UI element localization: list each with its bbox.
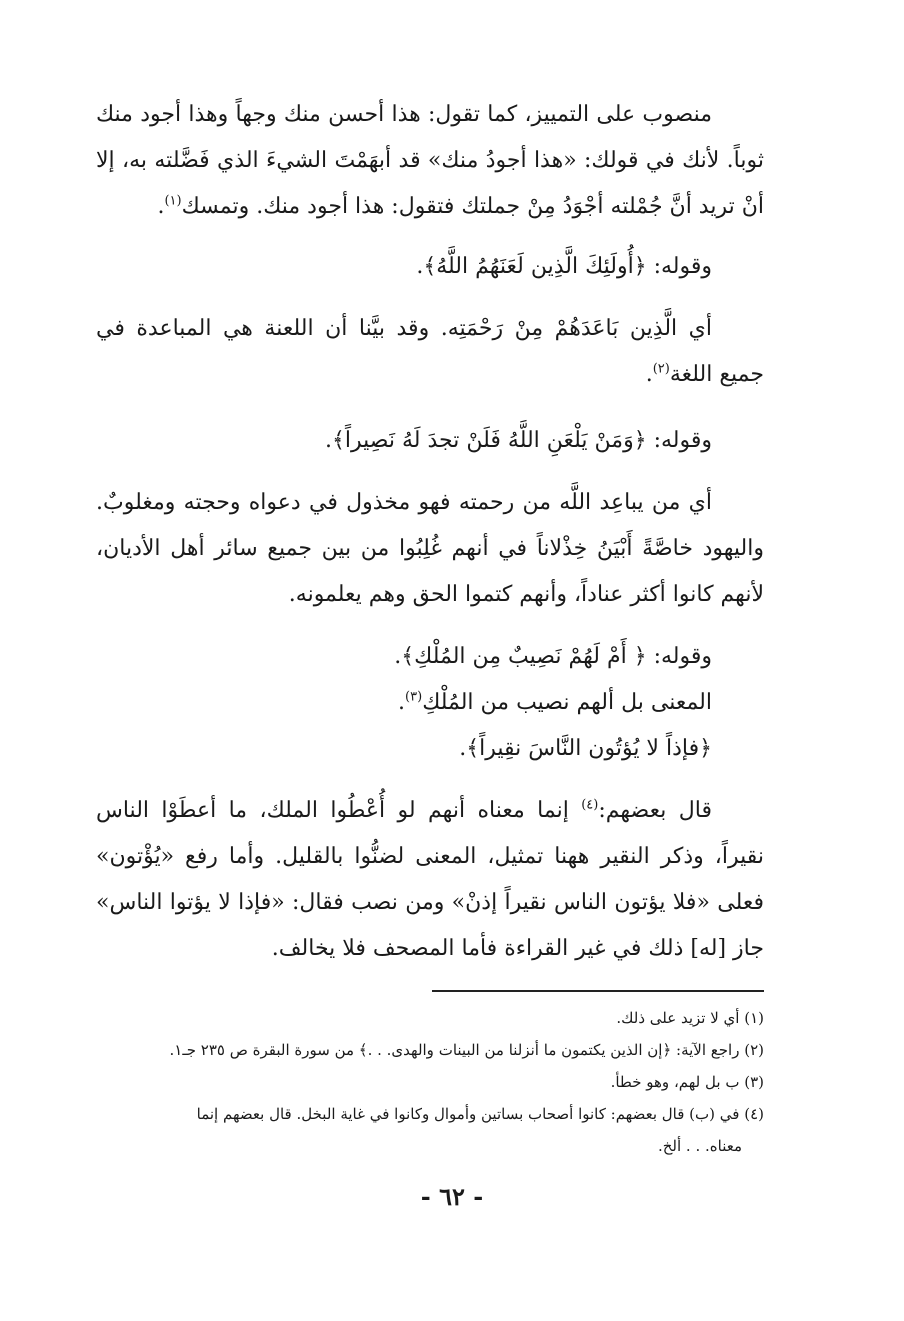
paragraph-2-end: . — [645, 362, 653, 387]
meaning-line-text: المعنى بل ألهم نصيب من المُلْكِ — [422, 690, 712, 715]
footnote-divider — [432, 990, 764, 992]
footnote-4: (٤) في (ب) قال بعضهم: كانوا أصحاب بساتين وأموال وكانوا في غاية البخل. قال بعضهم إنما — [196, 1105, 764, 1123]
footnote-2: (٢) راجع الآية: ﴿إن الذين يكتمون ما أنزلنا من البينات والهدى. . .﴾ من سورة البقرة ص ٢٣٥ جـ١. — [169, 1041, 764, 1059]
quote-line-3: وقوله: ﴿ أَمْ لَهُمْ نَصِيبٌ مِن المُلْكِ﴾. — [394, 644, 712, 669]
paragraph-2-text: أي الَّذِين بَاعَدَهُمْ مِنْ رَحْمَتِه. وقد بيَّنا أن اللعنة هي المباعدة في جميع اللغة — [96, 316, 764, 387]
footnote-4-continuation: معناه. . . ألخ. — [657, 1137, 742, 1155]
footnote-1: (١) أي لا تزيد على ذلك. — [616, 1009, 764, 1027]
footnote-ref-1: (١) — [164, 193, 182, 209]
page-content — [96, 92, 764, 1292]
footnote-ref-3: (٣) — [405, 689, 423, 705]
paragraph-4-start: قال بعضهم: — [598, 798, 712, 823]
meaning-line-end: . — [398, 690, 406, 715]
page-number: - ٦٢ - — [420, 1182, 484, 1211]
paragraph-1-end: . — [157, 194, 165, 219]
quote-line-2: وقوله: ﴿وَمَنْ يَلْعَنِ اللَّهُ فَلَنْ تجدَ لَهُ نَصِيراً﴾. — [325, 428, 712, 453]
footnote-ref-4: (٤) — [581, 797, 599, 813]
footnote-3: (٣) ب بل لهم، وهو خطأ. — [610, 1073, 764, 1091]
paragraph-1 — [96, 92, 764, 230]
paragraph-2 — [96, 306, 764, 398]
meaning-line — [96, 680, 764, 726]
paragraph-4-text: إنما معناه أنهم لو أُعْطُوا الملك، ما أعطَوْا الناس نقيراً، وذكر النقير ههنا تمثيل، المعنى لضنُّوا بالقليل. وأما رفع «يُؤْتون» فعلى «فلا يؤتون الناس نقيراً إذنْ» ومن نصب فقال: «فإذا لا يؤتوا الناس» جاز [له] ذلك في غير القراءة فأما المصحف فلا يخالف. — [96, 798, 764, 961]
paragraph-3: أي من يباعِد اللَّه من رحمته فهو مخذول في دعواه وحجته ومغلوبٌ. واليهود خاصَّةً أَبْيَنُ خِذْلاناً في أنهم غُلِبُوا من بين جميع سائر أهل الأديان، لأنهم كانوا أكثر عناداً، وأنهم كتموا الحق وهم يعلمونه. — [96, 490, 764, 607]
footnotes — [96, 1002, 764, 1162]
quote-line-4: ﴿فإذاً لا يُؤتُون النَّاسَ نقِيراً﴾. — [459, 736, 712, 761]
paragraph-4 — [96, 788, 764, 972]
footnote-ref-2: (٢) — [652, 361, 670, 377]
quote-line-1: وقوله: ﴿أُولَئِكَ الَّذِين لَعَنَهُمُ اللَّهُ﴾. — [416, 254, 712, 279]
paragraph-1-text: منصوب على التمييز، كما تقول: هذا أحسن منك وجهاً وهذا أجود منك ثوباً. لأنك في قولك: «هذا أجودُ منك» قد أبهَمْتَ الشيءَ الذي فَضَّلته به، إلا أنْ تريد أنَّ جُمْلته أجْوَدُ مِنْ جملتك فتقول: هذا أجود منك. وتمسك — [96, 102, 764, 219]
